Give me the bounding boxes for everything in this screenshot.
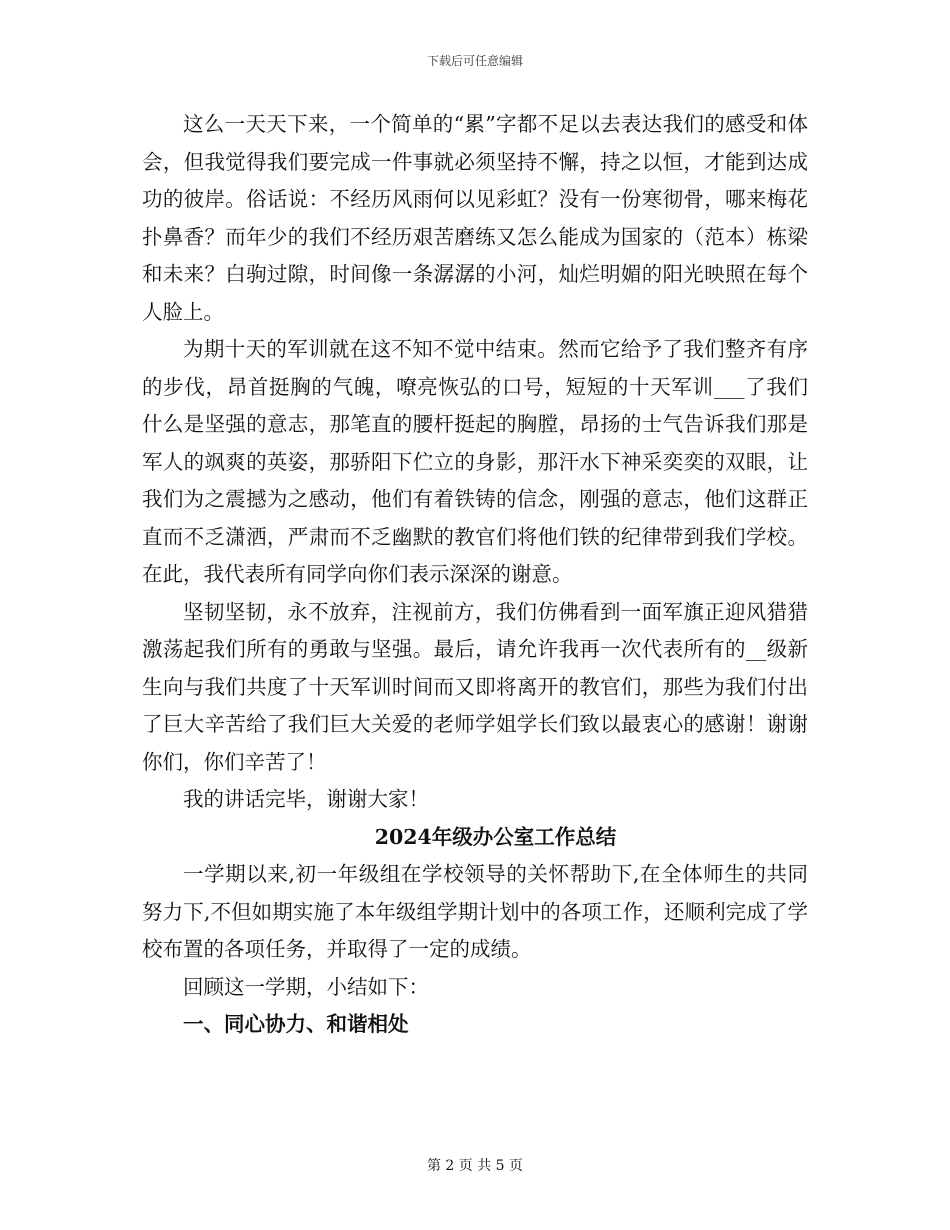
paragraph: 我的讲话完毕，谢谢大家！ xyxy=(183,787,429,811)
paragraph: 坚韧坚韧，永不放弃，注视前方，我们仿佛看到一面军旗正迎风猎猎激荡起我们所有的勇敢与坚强。最后，请允许我再一次代表所有的__级新生向与我们共度了十天军训时间而又即将离开的教官们，那些为我们付出了巨大辛苦给了我们巨大关爱的老师学姐学长们致以最衷心的感谢！谢谢你们，你们辛苦了！ xyxy=(142,599,808,774)
page-footer: 第 2 页 共 5 页 xyxy=(426,1158,524,1174)
document-title: 2024年级办公室工作总结 xyxy=(374,824,617,849)
paragraph: 这么一天天下来，一个简单的“累”字都不足以去表达我们的感受和体会，但我觉得我们要完成一件事就必须坚持不懈，持之以恒，才能到达成功的彼岸。俗话说：不经历风雨何以见彩虹？没有一份寒彻骨，哪来梅花扑鼻香？而年少的我们不经历艰苦磨练又怎么能成为国家的（范本）栋梁和未来？白驹过隙，时间像一条潺潺的小河，灿烂明媚的阳光映照在每个人脸上。 xyxy=(142,112,808,324)
section-heading: 一、同心协力、和谐相处 xyxy=(183,1012,409,1036)
document-body xyxy=(142,106,808,1044)
paragraph: 回顾这一学期，小结如下： xyxy=(183,974,429,999)
page-header: 下载后可任意编辑 xyxy=(426,54,523,68)
paragraph: 一学期以来,初一年级组在学校领导的关怀帮助下,在全体师生的共同努力下,不但如期实施了本年级组学期计划中的各项工作，还顺利完成了学校布置的各项任务，并取得了一定的成绩。 xyxy=(142,862,808,961)
paragraph: 为期十天的军训就在这不知不觉中结束。然而它给予了我们整齐有序的步伐，昂首挺胸的气魄，嘹亮恢弘的口号，短短的十天军训___了我们什么是坚强的意志，那笔直的腰杆挺起的胸膛，昂扬的士气告诉我们那是军人的飒爽的英姿，那骄阳下伫立的身影，那汗水下神采奕奕的双眼，让我们为之震撼为之感动，他们有着铁铸的信念，刚强的意志，他们这群正直而不乏潇洒，严肃而不乏幽默的教官们将他们铁的纪律带到我们学校。在此，我代表所有同学向你们表示深深的谢意。 xyxy=(142,337,808,586)
